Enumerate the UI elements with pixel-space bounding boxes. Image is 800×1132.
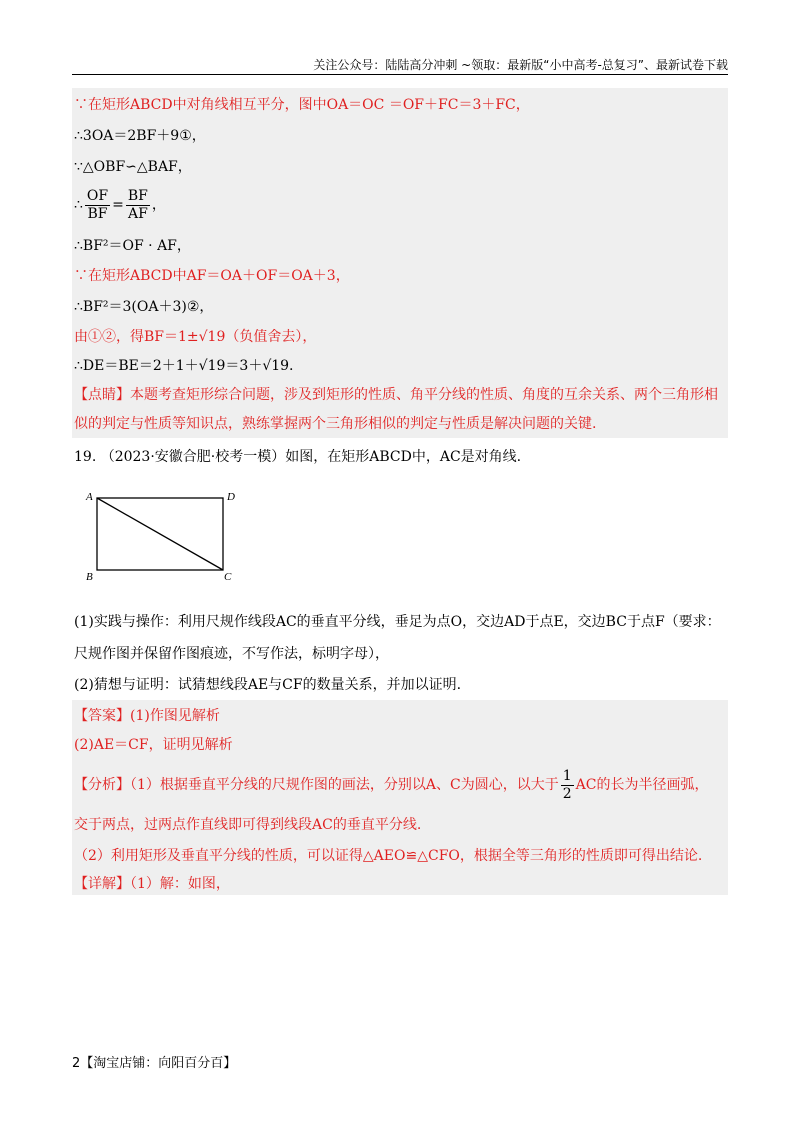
fraction-numerator: OF	[86, 187, 109, 204]
fraction-denominator: AF	[127, 205, 148, 222]
answer-line-1	[74, 706, 220, 726]
vertex-label-c: C	[224, 571, 232, 583]
fraction-one-half	[561, 768, 574, 803]
solution-line-1: ∵在矩形ABCD中对角线相互平分，图中OA＝OC ＝OF＋FC＝3＋FC，	[74, 97, 530, 113]
vertex-label-a: A	[86, 491, 93, 503]
therefore-symbol: ∴	[74, 197, 83, 213]
answer-tag: 【答案】	[74, 708, 130, 724]
fraction-of-bf	[85, 188, 110, 223]
comma: ，	[151, 197, 166, 213]
vertex-label-d: D	[227, 491, 235, 503]
fraction-denominator: BF	[87, 205, 108, 222]
rectangle-figure	[80, 486, 250, 586]
fraction-numerator: BF	[127, 187, 148, 204]
analysis-tag: 【分析】	[74, 777, 130, 793]
analysis-text-1a: （1）根据垂直平分线的尺规作图的画法，分别以A、C为圆心，以大于	[130, 777, 559, 793]
detail-text-1: （1）解：如图，	[130, 876, 230, 892]
question-1-line-1: (1)实践与操作：利用尺规作线段AC的垂直平分线，垂足为点O，交边AD于点E，交边BC于点F（要求：	[74, 614, 721, 630]
header-text: 关注公众号：陆陆高分冲刺 ~领取：最新版“小中高考-总复习”、最新试卷下载	[313, 58, 728, 72]
diagonal-ac	[97, 498, 223, 570]
vertex-label-b: B	[86, 571, 93, 583]
analysis-line-3: （2）利用矩形及垂直平分线的性质，可以证得△AEO≌△CFO，根据全等三角形的性质即可得出结论.	[74, 848, 703, 864]
problem-19-stem: 19. （2023·安徽合肥·校考一模）如图，在矩形ABCD中，AC是对角线.	[74, 449, 522, 465]
question-1-line-2: 尺规作图并保留作图痕迹，不写作法，标明字母），	[74, 646, 389, 662]
solution-line-8: 由①②，得BF＝1±√19（负值舍去），	[74, 329, 317, 345]
fraction-numerator: 1	[562, 767, 572, 784]
analysis-line-2: 交于两点，过两点作直线即可得到线段AC的垂直平分线.	[74, 817, 422, 833]
fraction-denominator: 2	[562, 785, 572, 802]
analysis-text-1b: AC的长为半径画弧，	[575, 777, 709, 793]
solution-line-2: ∴3OA＝2BF＋9①，	[74, 128, 206, 144]
fraction-bf-af	[126, 188, 150, 223]
detail-tag: 【详解】	[74, 876, 130, 892]
page-header	[72, 52, 728, 75]
answer-text-1: (1)作图见解析	[130, 708, 220, 724]
analysis-line-1	[74, 766, 708, 804]
solution-line-6: ∵在矩形ABCD中AF＝OA＋OF＝OA＋3，	[74, 268, 350, 284]
equals-sign: =	[112, 197, 124, 213]
remark-text-1: 本题考查矩形综合问题，涉及到矩形的性质、角平分线的性质、角度的互余关系、两个三角形相	[130, 387, 718, 403]
remark-tag: 【点睛】	[74, 387, 130, 403]
detail-line-1	[74, 874, 230, 894]
remark-line-2: 似的判定与性质等知识点，熟练掌握两个三角形相似的判定与性质是解决问题的关键.	[74, 416, 597, 432]
page-footer: 2【淘宝店铺：向阳百分百】	[72, 1056, 237, 1071]
remark-line-1	[74, 385, 718, 405]
answer-line-2: (2)AE＝CF，证明见解析	[74, 737, 233, 753]
solution-line-4	[74, 186, 166, 224]
solution-line-5: ∴BF²＝OF · AF，	[74, 238, 191, 254]
solution-line-9: ∴DE＝BE＝2＋1＋√19＝3＋√19.	[74, 358, 294, 374]
solution-line-7: ∴BF²＝3(OA＋3)②，	[74, 299, 214, 315]
solution-line-3: ∵△OBF∽△BAF，	[74, 159, 192, 175]
question-2: (2)猜想与证明：试猜想线段AE与CF的数量关系，并加以证明.	[74, 677, 462, 693]
